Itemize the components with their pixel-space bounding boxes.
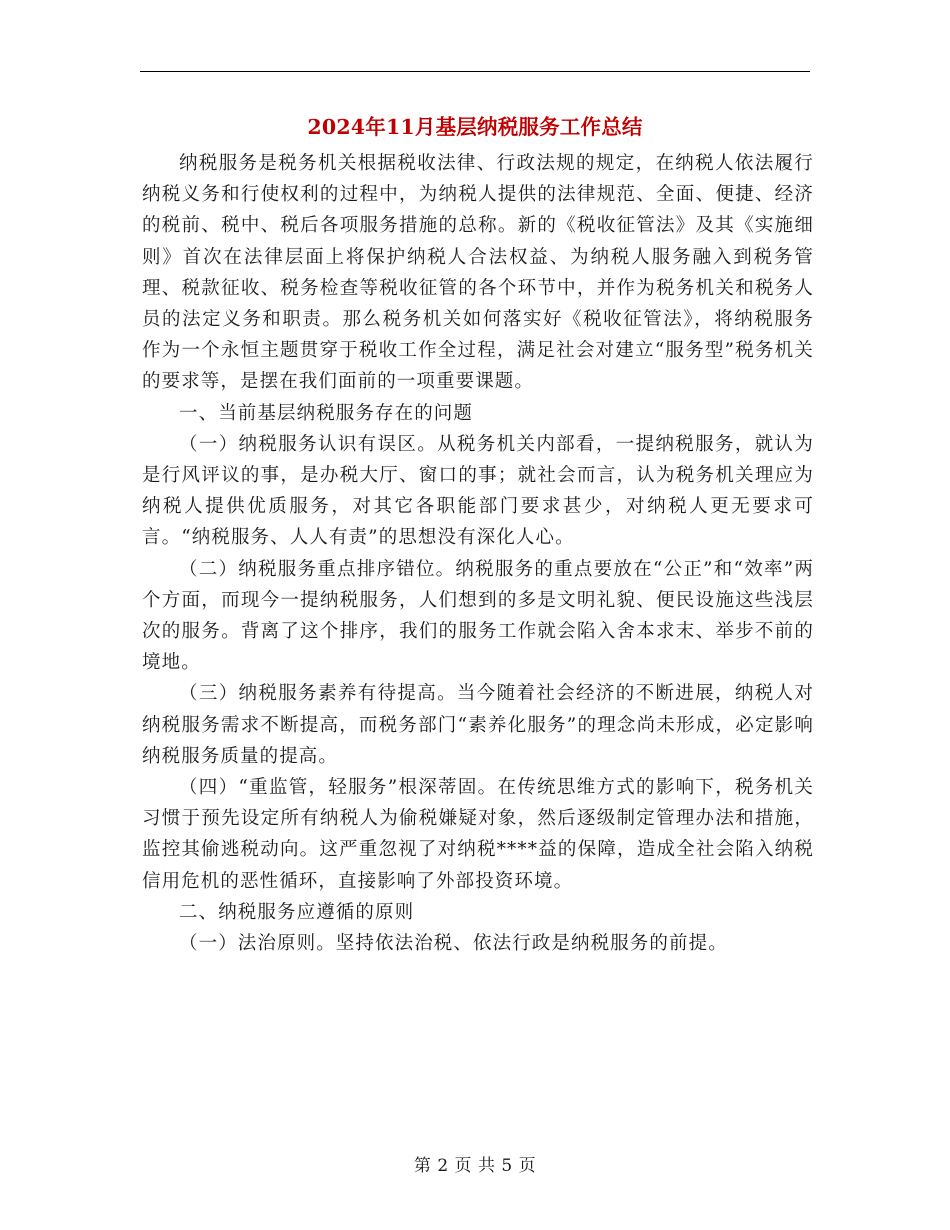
section-heading-principles: 二、纳税服务应遵循的原则 (179, 901, 415, 923)
problem-paragraph-3: （三）纳税服务素养有待提高。当今随着社会经济的不断进展，纳税人对纳税服务需求不断提高，而税务部门“素养化服务”的理念尚未形成，必定影响纳税服务质量的提高。 (142, 683, 814, 767)
section-heading-problems: 一、当前基层纳税服务存在的问题 (179, 402, 474, 424)
principle-paragraph-1: （一）法治原则。坚持依法治税、依法行政是纳税服务的前提。 (179, 933, 728, 955)
document-body (142, 148, 814, 959)
intro-paragraph: 纳税服务是税务机关根据税收法律、行政法规的规定，在纳税人依法履行纳税义务和行使权利的过程中，为纳税人提供的法律规范、全面、便捷、经济的税前、税中、税后各项服务措施的总称。新的《税收征管法》及其《实施细则》首次在法律层面上将保护纳税人合法权益、为纳税人服务融入到税务管理、税款征收、税务检查等税收征管的各个环节中，并作为税务机关和税务人员的法定义务和职责。那么税务机关如何落实好《税收征管法》，将纳税服务作为一个永恒主题贯穿于税收工作全过程，满足社会对建立“服务型”税务机关的要求等，是摆在我们面前的一项重要课题。 (142, 153, 814, 393)
document-title: 2024年11月基层纳税服务工作总结 (307, 115, 643, 139)
problem-paragraph-4: （四）“重监管，轻服务”根深蒂固。在传统思维方式的影响下，税务机关习惯于预先设定所有纳税人为偷税嫌疑对象，然后逐级制定管理办法和措施，监控其偷逃税动向。这严重忽视了对纳税****益的保障，造成全社会陷入纳税信用危机的恶性循环，直接影响了外部投资环境。 (142, 777, 814, 892)
page-number: 第 2 页 共 5 页 (413, 1156, 537, 1176)
problem-paragraph-1: （一）纳税服务认识有误区。从税务机关内部看，一提纳税服务，就认为是行风评议的事，是办税大厅、窗口的事；就社会而言，认为税务机关理应为纳税人提供优质服务，对其它各职能部门要求甚少，对纳税人更无要求可言。“纳税服务、人人有责”的思想没有深化人心。 (142, 433, 814, 549)
header-rule (140, 71, 810, 72)
problem-paragraph-2: （二）纳税服务重点排序错位。纳税服务的重点要放在“公正”和“效率”两个方面，而现今一提纳税服务，人们想到的多是文明礼貌、便民设施这些浅层次的服务。背离了这个排序，我们的服务工作就会陷入舍本求末、举步不前的境地。 (142, 558, 814, 674)
